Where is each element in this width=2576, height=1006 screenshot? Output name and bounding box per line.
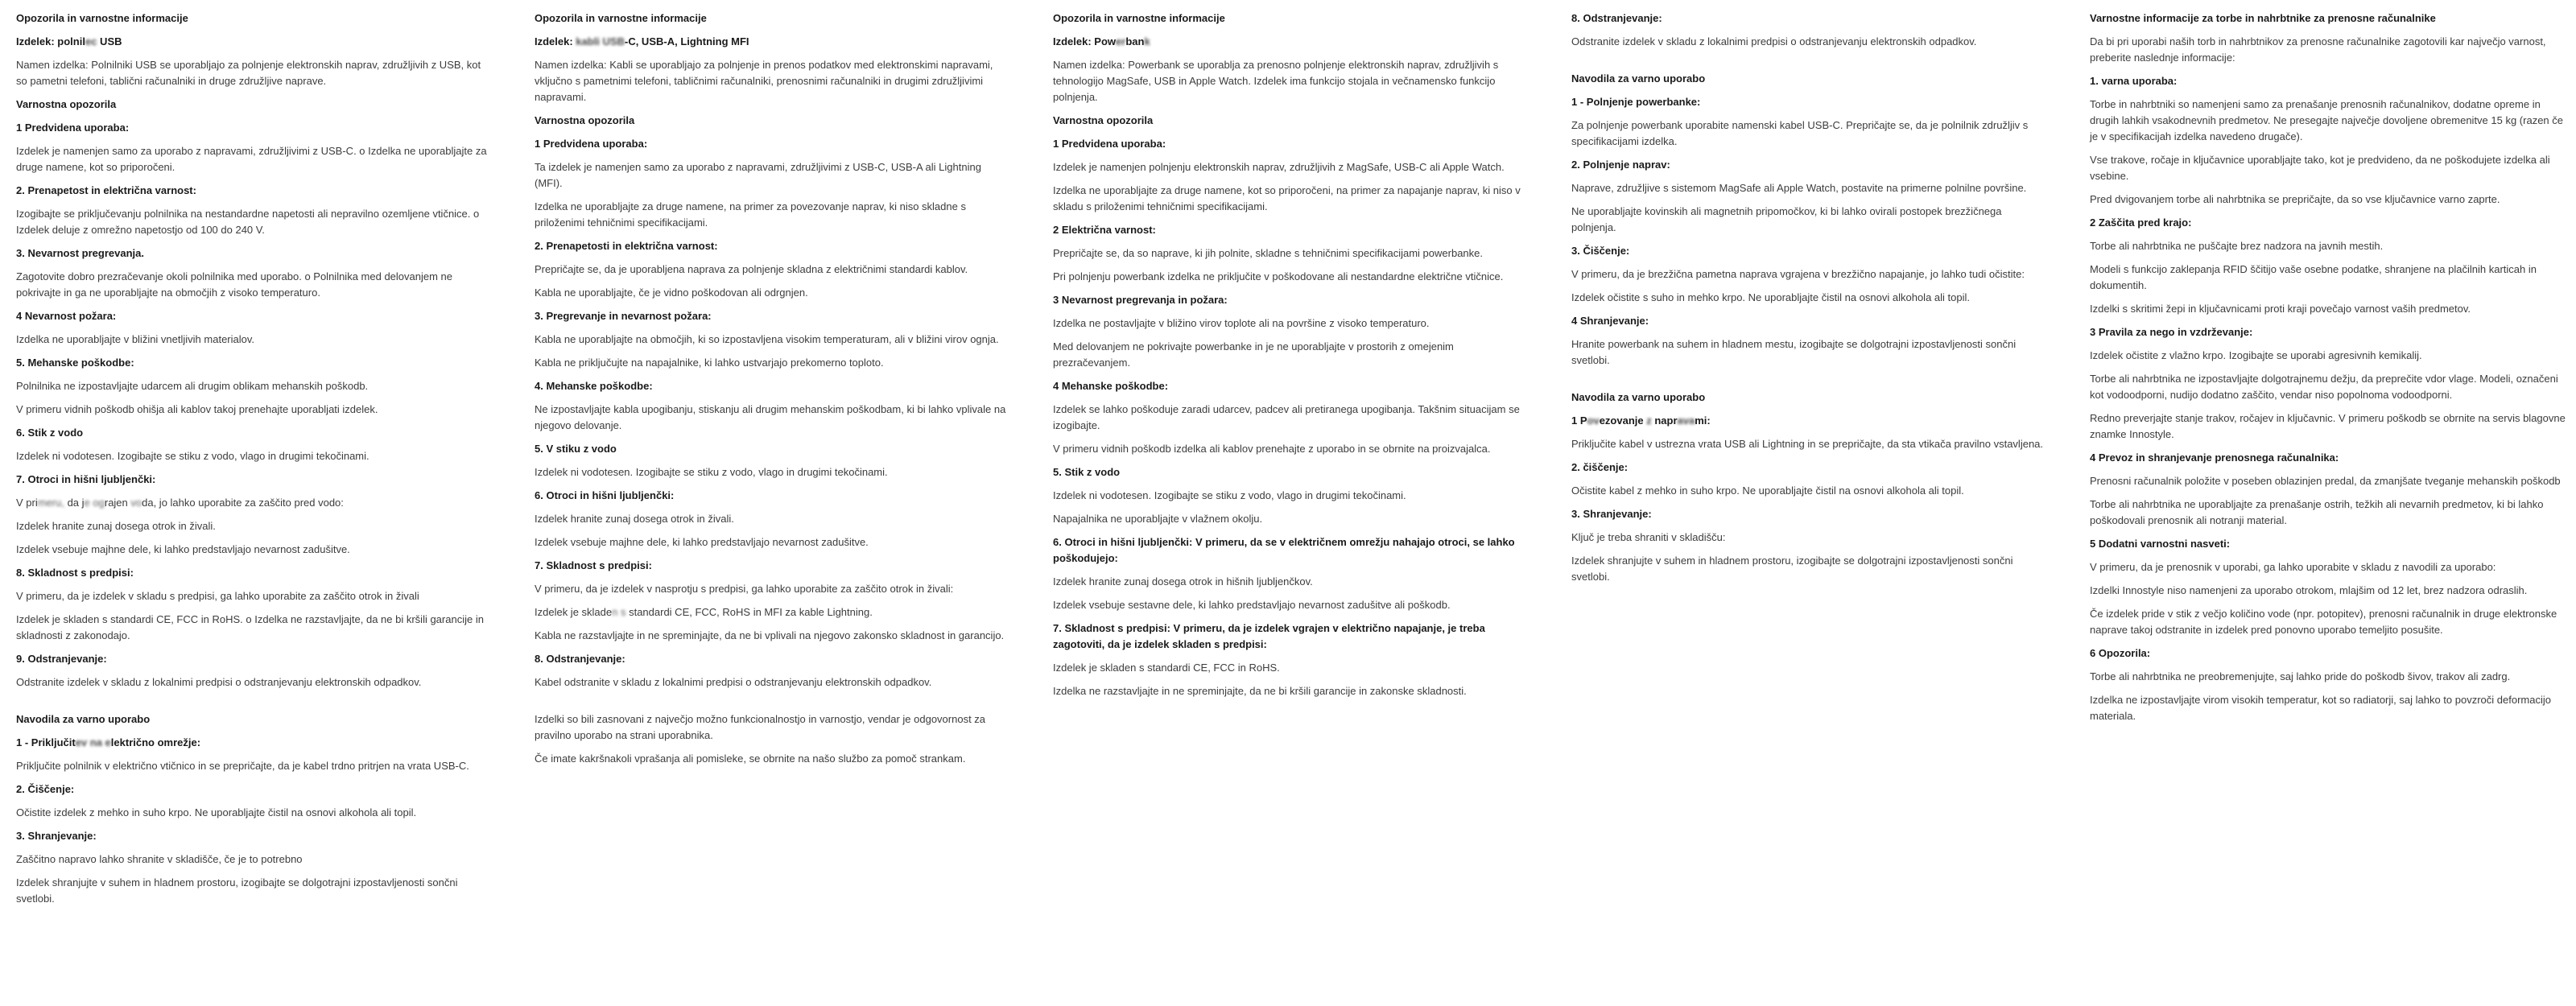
paragraph: Za polnjenje powerbank uporabite namenski kabel USB-C. Prepričajte se, da je polnilnik združljiv s specifikacijami izdelka.: [1571, 119, 2029, 147]
item-heading: 8. Odstranjevanje:: [1571, 12, 1662, 24]
text-run: V pri: [16, 497, 38, 509]
paragraph: Izdelki Innostyle niso namenjeni za uporabo otrokom, mlajšim od 12 let, brez nadzora odraslih.: [2090, 584, 2528, 596]
section-title: Opozorila in varnostne informacije: [1053, 12, 1225, 24]
paragraph: Torbe ali nahrbtnika ne izpostavljajte dolgotrajnemu dežju, da preprečite vdor vlage. Modeli, označeni kot vodoodporni, nudijo dodatno zaščito, vendar niso popolnoma vodoodporni.: [2090, 373, 2558, 401]
item-heading: 1 - Polnjenje powerbanke:: [1571, 96, 1701, 108]
paragraph: Torbe ali nahrbtnika ne preobremenjujte, saj lahko pride do poškodb šivov, trakov ali zadrg.: [2090, 670, 2511, 682]
text-run: rajen: [104, 497, 128, 509]
item-heading: 3 Pravila za nego in vzdrževanje:: [2090, 326, 2253, 338]
paragraph: Priključite kabel v ustrezna vrata USB ali Lightning in se prepričajte, da sta vtikača pravilno vstavljena.: [1571, 438, 2044, 450]
blurred-text: vo: [127, 497, 142, 509]
paragraph: V primeru vidnih poškodb ohišja ali kablov takoj prenehajte uporabljati izdelek.: [16, 403, 378, 415]
paragraph: Izdelek vsebuje majhne dele, ki lahko predstavljajo nevarnost zadušitve.: [16, 543, 350, 555]
paragraph: Da bi pri uporabi naših torb in nahrbtnikov za prenosne računalnike zagotovili kar največjo varnost, preberite naslednje informacije:: [2090, 35, 2546, 64]
paragraph: Izdelek očistite s suho in mehko krpo. Ne uporabljajte čistil na osnovi alkohola ali topil.: [1571, 291, 1970, 303]
blurred-text: er: [1116, 35, 1126, 47]
paragraph: Izdelek shranjujte v suhem in hladnem prostoru, izogibajte se dolgotrajni izpostavljenosti sončni svetlobi.: [1571, 555, 2013, 583]
paragraph: Redno preverjajte stanje trakov, ročajev in ključavnic. V primeru poškodb se obrnite na servis blagovne znamke Innostyle.: [2090, 412, 2566, 440]
paragraph: Modeli s funkcijo zaklepanja RFID ščitijo vaše osebne podatke, shranjene na plačilnih karticah in dokumentih.: [2090, 263, 2537, 291]
paragraph: V primeru vidnih poškodb izdelka ali kablov prenehajte z uporabo in se obrnite na proizvajalca.: [1053, 443, 1491, 455]
paragraph: Zagotovite dobro prezračevanje okoli polnilnika med uporabo. o Polnilnika med delovanjem ne pokrivajte in ga ne uporabljajte na območjih z visoko temperaturo.: [16, 270, 452, 299]
text-run: -C, USB-A, Lightning MFI: [624, 35, 749, 47]
paragraph: Izdelek vsebuje sestavne dele, ki lahko predstavljajo nevarnost zadušitve ali poškodb.: [1053, 599, 1451, 611]
paragraph: Ne uporabljajte kovinskih ali magnetnih pripomočkov, ki bi lahko ovirali postopek brezžičnega polnjenja.: [1571, 205, 2002, 233]
text-run: da j: [64, 497, 85, 509]
item-heading: 1 Predvidena uporaba:: [1053, 138, 1166, 150]
subsection-heading: Navodila za varno uporabo: [1571, 72, 1706, 85]
paragraph: Izdelek ni vodotesen. Izogibajte se stiku z vodo, vlago in drugimi tekočinami.: [16, 450, 369, 462]
column-laptop-bags-safety: [2090, 10, 2566, 732]
paragraph: [16, 495, 493, 511]
item-heading: 3 Nevarnost pregrevanja in požara:: [1053, 294, 1228, 306]
paragraph: Namen izdelka: Powerbank se uporablja za prenosno polnjenje elektronskih naprav, združljivih s tehnologijo MagSafe, USB in Apple Watch. Izdelek ima funkcijo stojala in večnamensko funkcijo polnjenja.: [1053, 59, 1499, 103]
item-heading: 1. varna uporaba:: [2090, 75, 2178, 87]
paragraph: Izdelka ne razstavljajte in ne spreminjajte, da ne bi kršili garancije in zakonske skladnosti.: [1053, 685, 1467, 697]
item-heading: 2. Prenapetosti in električna varnost:: [535, 240, 718, 252]
blurred-text: z: [1646, 414, 1655, 427]
paragraph: V primeru, da je izdelek v skladu s predpisi, ga lahko uporabite za zaščito otrok in živali: [16, 590, 419, 602]
paragraph: Izdelka ne uporabljajte v bližini vnetljivih materialov.: [16, 333, 255, 345]
section-title: Opozorila in varnostne informacije: [16, 12, 188, 24]
item-heading: 2 Zaščita pred krajo:: [2090, 216, 2192, 229]
paragraph: V primeru, da je brezžična pametna naprava vgrajena v brezžično napajanje, jo lahko tudi očistite:: [1571, 268, 2025, 280]
paragraph: Izdelek hranite zunaj dosega otrok in živali.: [535, 513, 734, 525]
paragraph: Izdelek shranjujte v suhem in hladnem prostoru, izogibajte se dolgotrajni izpostavljenosti sončni svetlobi.: [16, 876, 458, 905]
item-heading: 2 Električna varnost:: [1053, 224, 1156, 236]
blurred-text: ec: [85, 35, 97, 47]
paragraph: Izdelek je namenjen samo za uporabo z napravami, združljivimi z USB-C. o Izdelka ne uporabljajte za druge namene, kot so priporočeni.: [16, 145, 487, 173]
paragraph: Izdelek se lahko poškoduje zaradi udarcev, padcev ali pretiranega upogibanja. Takšnim situacijam se izogibajte.: [1053, 403, 1520, 431]
paragraph: Namen izdelka: Kabli se uporabljajo za polnjenje in prenos podatkov med elektronskimi napravami, vključno s pametnimi telefoni, tabličnimi računalniki, prenosnimi računalniki in drugimi združljivimi napravami.: [535, 59, 993, 103]
item-heading: 6. Otroci in hišni ljubljenčki: V primeru, da se v električnem omrežju nahajajo otroci, se lahko poškodujejo:: [1053, 536, 1515, 564]
paragraph: Torbe ali nahrbtnika ne puščajte brez nadzora na javnih mestih.: [2090, 240, 2384, 252]
blurred-text: ov: [1587, 414, 1600, 427]
paragraph: Izdelek hranite zunaj dosega otrok in hišnih ljubljenčkov.: [1053, 575, 1313, 588]
paragraph: V primeru, da je prenosnik v uporabi, ga lahko uporabite v skladu z navodili za uporabo:: [2090, 561, 2496, 573]
item-heading: 8. Skladnost s predpisi:: [16, 567, 134, 579]
paragraph: Kabla ne uporabljajte na območjih, ki so izpostavljena visokim temperaturam, ali v bližini virov ognja.: [535, 333, 999, 345]
subsection-heading: Varnostna opozorila: [535, 114, 635, 126]
paragraph: Izdelka ne postavljajte v bližino virov toplote ali na površine z visoko temperaturo.: [1053, 317, 1430, 329]
text-run: standardi CE, FCC, RoHS in MFI za kable Lightning.: [629, 606, 873, 618]
paragraph: Prepričajte se, da je uporabljena naprava za polnjenje skladna z električnimi standardi kablov.: [535, 263, 968, 275]
item-heading: 7. Skladnost s predpisi:: [535, 559, 652, 571]
text-run: Izdelek je sklade: [535, 606, 613, 618]
paragraph: Če imate kakršnakoli vprašanja ali pomisleke, se obrnite na našo službo za pomoč strankam.: [535, 752, 966, 765]
paragraph: Priključite polnilnik v električno vtičnico in se prepričajte, da je kabel trdno pritrjen na vrata USB-C.: [16, 760, 469, 772]
blurred-text: n s: [612, 606, 630, 618]
item-heading: 6 Opozorila:: [2090, 647, 2151, 659]
paragraph: Kabel odstranite v skladu z lokalnimi predpisi o odstranjevanju elektronskih odpadkov.: [535, 676, 932, 688]
paragraph: Polnilnika ne izpostavljajte udarcem ali drugim oblikam mehanskih poškodb.: [16, 380, 369, 392]
paragraph: Izdelek je skladen s standardi CE, FCC in RoHS. o Izdelka ne razstavljajte, da ne bi kršili garancije in skladnosti z zakonodajo.: [16, 613, 484, 641]
text-run: 1 - Priključit: [16, 736, 76, 748]
paragraph: Izdelek je namenjen polnjenju elektronskih naprav, združljivih z MagSafe, USB-C ali Apple Watch.: [1053, 161, 1505, 173]
column-powerbank-and-cable-usage: [1571, 10, 2048, 592]
paragraph: Ključ je treba shraniti v skladišču:: [1571, 531, 1726, 543]
item-heading: 5. Mehanske poškodbe:: [16, 357, 134, 369]
text-run: USB: [97, 35, 122, 47]
item-heading: [16, 735, 493, 751]
paragraph: [535, 604, 1011, 621]
paragraph: Izdelka ne izpostavljajte virom visokih temperatur, kot so radiatorji, saj lahko to povzroči deformacijo materiala.: [2090, 694, 2551, 722]
item-heading: 5. V stiku z vodo: [535, 443, 617, 455]
item-heading: 3. Shranjevanje:: [16, 830, 97, 842]
paragraph: Izdelek ni vodotesen. Izogibajte se stiku z vodo, vlago in drugimi tekočinami.: [535, 466, 888, 478]
blurred-text: k: [1144, 35, 1150, 47]
paragraph: Ta izdelek je namenjen samo za uporabo z napravami, združljivimi z USB-C, USB-A ali Lightning (MFI).: [535, 161, 981, 189]
paragraph: Če izdelek pride v stik z večjo količino vode (npr. potopitev), prenosni računalnik in druge elektronske naprave takoj odstranite in izdelek pred ponovno uporabo temeljito posušite.: [2090, 608, 2557, 636]
column-powerbank-safety: [1053, 10, 1530, 707]
text-run: Izdelek: polnil: [16, 35, 85, 47]
item-heading: 8. Odstranjevanje:: [535, 653, 625, 665]
blurred-text: ev na e: [75, 736, 111, 748]
subsection-heading: Varnostna opozorila: [16, 98, 117, 110]
column-usb-charger-safety: [16, 10, 493, 914]
paragraph: Očistite kabel z mehko in suho krpo. Ne uporabljajte čistil na osnovi alkohola ali topil.: [1571, 484, 1964, 497]
blurred-text: kabli USB: [576, 35, 625, 47]
paragraph: Med delovanjem ne pokrivajte powerbanke in je ne uporabljajte v prostorih z omejenim prezračevanjem.: [1053, 340, 1454, 369]
paragraph: Kabla ne razstavljajte in ne spreminjajte, da ne bi vplivali na njegovo zakonsko skladnost in garancijo.: [535, 629, 1005, 641]
item-heading: 2. Polnjenje naprav:: [1571, 159, 1670, 171]
paragraph: Napajalnika ne uporabljajte v vlažnem okolju.: [1053, 513, 1263, 525]
item-heading: 3. Nevarnost pregrevanja.: [16, 247, 144, 259]
item-heading: 9. Odstranjevanje:: [16, 653, 107, 665]
paragraph: Naprave, združljive s sistemom MagSafe ali Apple Watch, postavite na primerne polnilne površine.: [1571, 182, 2027, 194]
item-heading: 4 Mehanske poškodbe:: [1053, 380, 1169, 392]
paragraph: Hranite powerbank na suhem in hladnem mestu, izogibajte se dolgotrajni izpostavljenosti sončni svetlobi.: [1571, 338, 2017, 366]
item-heading: 4. Mehanske poškodbe:: [535, 380, 653, 392]
paragraph: Izdelek vsebuje majhne dele, ki lahko predstavljajo nevarnost zadušitve.: [535, 536, 869, 548]
paragraph: Izogibajte se priključevanju polnilnika na nestandardne napetosti ali nepravilno ozemljene vtičnice. o Izdelek deluje z omrežno napetostjo od 100 do 240 V.: [16, 208, 480, 236]
item-heading: 3. Pregrevanje in nevarnost požara:: [535, 310, 712, 322]
paragraph: Prenosni računalnik položite v poseben oblazinjen predal, da zmanjšate tveganje mehanskih poškodb: [2090, 475, 2561, 487]
item-heading: 2. čiščenje:: [1571, 461, 1629, 473]
item-heading: 7. Otroci in hišni ljubljenčki:: [16, 473, 156, 485]
subsection-heading: Varnostna opozorila: [1053, 114, 1154, 126]
text-run: da, jo lahko uporabite za zaščito pred vodo:: [142, 497, 344, 509]
paragraph: Izdelek očistite z vlažno krpo. Izogibajte se uporabi agresivnih kemikalij.: [2090, 349, 2422, 361]
paragraph: Izdelki s skritimi žepi in ključavnicami proti kraji povečajo varnost vaših predmetov.: [2090, 303, 2471, 315]
paragraph: Torbe in nahrbtniki so namenjeni samo za prenašanje prenosnih računalnikov, dodatne opreme in drugih lahkih vsakodnevnih predmetov. Ne presegajte največje dovoljene obremenitve 15 kg (razen če je v specifikacijah izdelka navedeno drugače).: [2090, 98, 2563, 142]
item-heading: 1 Predvidena uporaba:: [535, 138, 648, 150]
paragraph: Odstranite izdelek v skladu z lokalnimi predpisi o odstranjevanju elektronskih odpadkov.: [1571, 35, 1977, 47]
section-title: Varnostne informacije za torbe in nahrbtnike za prenosne računalnike: [2090, 12, 2436, 24]
item-heading: 2. Čiščenje:: [16, 783, 75, 795]
subsection-heading: [1053, 34, 1530, 50]
paragraph: Kabla ne priključujte na napajalnike, ki lahko ustvarjajo prekomerno toploto.: [535, 357, 884, 369]
column-cables-safety: [535, 10, 1011, 774]
blurred-text: ava: [1677, 414, 1695, 427]
item-heading: 3. Shranjevanje:: [1571, 508, 1652, 520]
subsection-heading: [16, 34, 493, 50]
text-run: Izdelek:: [535, 35, 576, 47]
paragraph: Prepričajte se, da so naprave, ki jih polnite, skladne s tehničnimi specifikacijami powerbanke.: [1053, 247, 1483, 259]
text-run: napr: [1654, 414, 1678, 427]
paragraph: Očistite izdelek z mehko in suho krpo. Ne uporabljajte čistil na osnovi alkohola ali topil.: [16, 806, 417, 818]
paragraph: Zaščitno napravo lahko shranite v skladišče, če je to potrebno: [16, 853, 303, 865]
paragraph: Izdelka ne uporabljajte za druge namene, kot so priporočeni, na primer za napajanje naprav, ki niso v skladu s priloženimi tehničnimi specifikacijami.: [1053, 184, 1521, 212]
item-heading: 5. Stik z vodo: [1053, 466, 1121, 478]
item-heading: 4 Nevarnost požara:: [16, 310, 117, 322]
paragraph: Izdelka ne uporabljajte za druge namene, na primer za povezovanje naprav, ki niso skladne s priloženimi tehničnimi specifikacijami.: [535, 200, 966, 229]
text-run: lektrično omrežje:: [110, 736, 201, 748]
blurred-text: e og: [84, 497, 105, 509]
paragraph: Pri polnjenju powerbank izdelka ne priključite v poškodovane ali nestandardne električne vtičnice.: [1053, 270, 1504, 282]
paragraph: Izdelki so bili zasnovani z največjo možno funkcionalnostjo in varnostjo, vendar je odgovornost za pravilno uporabo na strani uporabnika.: [535, 713, 986, 741]
item-heading: 6. Otroci in hišni ljubljenčki:: [535, 489, 675, 501]
paragraph: Izdelek ni vodotesen. Izogibajte se stiku z vodo, vlago in drugimi tekočinami.: [1053, 489, 1406, 501]
subsection-heading: Navodila za varno uporabo: [1571, 391, 1706, 403]
paragraph: Torbe ali nahrbtnika ne uporabljajte za prenašanje ostrih, težkih ali nevarnih predmetov, ki bi lahko poškodovali prenosnik ali notranji material.: [2090, 498, 2544, 526]
item-heading: [1571, 413, 2048, 429]
section-title: Opozorila in varnostne informacije: [535, 12, 707, 24]
text-run: ban: [1125, 35, 1145, 47]
item-heading: 4 Prevoz in shranjevanje prenosnega računalnika:: [2090, 451, 2339, 464]
item-heading: 1 Predvidena uporaba:: [16, 122, 130, 134]
paragraph: Vse trakove, ročaje in ključavnice uporabljajte tako, kot je predvideno, da ne poškodujete izdelka ali vsebine.: [2090, 154, 2550, 182]
paragraph: Izdelek hranite zunaj dosega otrok in živali.: [16, 520, 216, 532]
text-run: ezovanje: [1599, 414, 1647, 427]
item-heading: 7. Skladnost s predpisi: V primeru, da je izdelek vgrajen v električno napajanje, je treba zagotoviti, da je izdelek skladen s predpisi:: [1053, 622, 1485, 650]
text-run: 1 P: [1571, 414, 1587, 427]
item-heading: 3. Čiščenje:: [1571, 245, 1630, 257]
blurred-text: meru,: [37, 497, 64, 509]
paragraph: Odstranite izdelek v skladu z lokalnimi predpisi o odstranjevanju elektronskih odpadkov.: [16, 676, 422, 688]
subsection-heading: Navodila za varno uporabo: [16, 713, 151, 725]
item-heading: 6. Stik z vodo: [16, 427, 84, 439]
paragraph: Pred dvigovanjem torbe ali nahrbtnika se prepričajte, da so vse ključavnice varno zaprte.: [2090, 193, 2500, 205]
subsection-heading: [535, 34, 1011, 50]
text-run: Izdelek: Pow: [1053, 35, 1117, 47]
paragraph: Kabla ne uporabljajte, če je vidno poškodovan ali odrgnjen.: [535, 287, 808, 299]
item-heading: 4 Shranjevanje:: [1571, 315, 1649, 327]
text-run: mi:: [1695, 414, 1711, 427]
paragraph: Izdelek je skladen s standardi CE, FCC in RoHS.: [1053, 662, 1280, 674]
paragraph: Ne izpostavljajte kabla upogibanju, stiskanju ali drugim mehanskim poškodbam, ki bi lahko vplivale na njegovo delovanje.: [535, 403, 1006, 431]
paragraph: V primeru, da je izdelek v nasprotju s predpisi, ga lahko uporabite za zaščito otrok in živali:: [535, 583, 954, 595]
paragraph: Namen izdelka: Polnilniki USB se uporabljajo za polnjenje elektronskih naprav, združljivih z USB, kot so pametni telefoni, tablični računalniki in druge združljive naprave.: [16, 59, 481, 87]
item-heading: 5 Dodatni varnostni nasveti:: [2090, 538, 2231, 550]
item-heading: 2. Prenapetost in električna varnost:: [16, 184, 196, 196]
